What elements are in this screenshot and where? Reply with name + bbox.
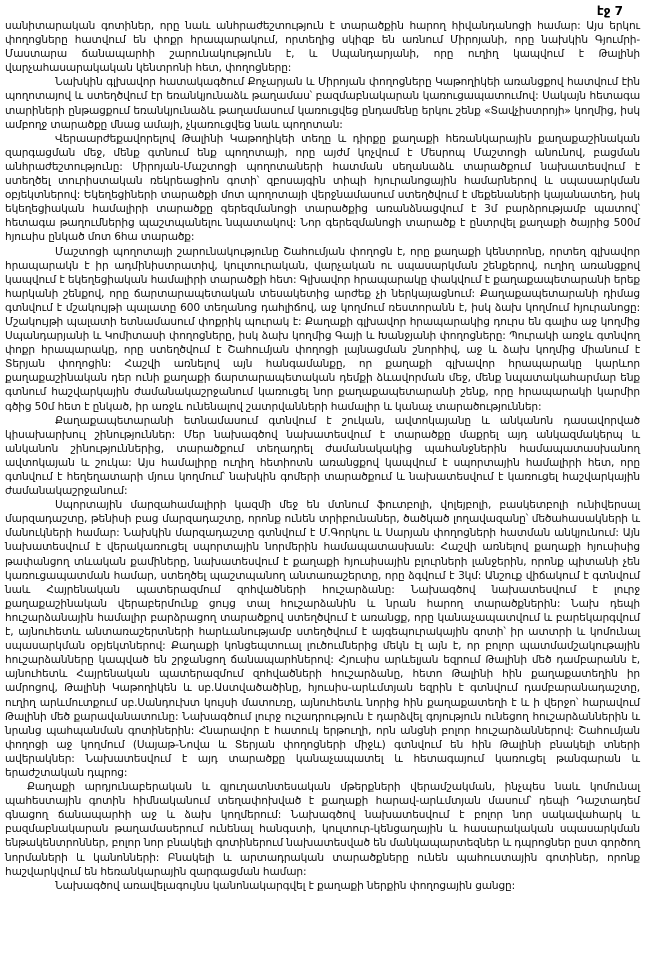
paragraph: Քաղաքապետարանի ետնամասում գտնվում է շուկան, ավտոկայանը և անկանոն դասավորված կիսախարխուլ շինություններ: Մեր նախագծով նախատեսվում է տարածքը մաքրել այդ անկազմակերպ և անկանոն շինություններից, տարածքում տեղադրել ժամանակակից պահանջներին համապատասխանող ավտոկայան և շուկա: Այս համալիրը ուղիղ հետիոտն առանցքով կապվում է սպորտային համալիրի հետ, որը գտնվում է հեղեղատարի մյուս կողմում՝ նախկին գոմերի տարածքում և նախատեսվում է կառուցել հաշվարկային ժամանակաշրջանում: — [5, 414, 640, 498]
paragraph: Նախագծով առավելագույնս կանոնակարգվել է քաղաքի ներքին փողոցային ցանցը: — [55, 879, 516, 892]
paragraph: սանիտարական գոտիներ, որը նաև անհրաժեշտություն է տարածքին հարող հիվանդանոցի համար: Այս երկու փողոցները հատվում են փոքր հրապարակում, որտեղից սկիզբ են առնում Միրոյանի, որը նախկին Գյումրի-Մաստարա ճանապարհի շարունակությունն է, և Սպանդարյանի, որը ուղիղ կապվում է Թալինի վարչահասարակական կենտրոնի հետ, փողոցները: — [5, 20, 640, 75]
paragraph: Մաշտոցի պողոտայի շարունակությունը Շահումյան փողոցն է, որը քաղաքի կենտրոնը, որտեղ գլխավոր հրապարակն է իր ադմինիստրատիվ, կուլտուրական, վարչական ու սպասարկման շենքերով, ուղիղ առանցքով կապվում է եկեղեցիական համալիրի տարածքի հետ: Գլխավոր հրապարակը փակվում է քաղաքապետարանի երեք հարկանի շենքով, որը ճարտարապետական տեսակետից արժեք չի ներկայացնում: Քաղաքապետարանի դիմաց գտնվում է մշակույթի պալատը 600 տեղանոց դահլիճով, աջ կողմում ռեստորանն է, իսկ ձախ կողմում հյուրանոցը: Մշակույթի պալատի ետնամասում փոքրիկ պուրակ է: Քաղաքի գլխավոր հրապարակից դուրս են գալիս աջ կողմից Սպանդարյանի և Կոմիտասի փողոցները, իսկ ձախ կողմից Գայի և Խանջյանի փողոցները: Պուրակի առջև գտնվող փոքր հրապարակը, որը ստեղծվում է Շահումյան փողոցի լայնացման շնորհիվ, աջ և ձախ կողմից միանում է Տերյան փողոցին: Հաշվի առնելով այն հանգամանքը, որ քաղաքի գլխավոր հրապարակը կարևոր քաղաքաշինական դեր ունի քաղաքի ճարտարապետական դեմքի ձևավորման մեջ, մենք նպատակահարմար ենք գտնում հաշվարկային ժամանակաշրջանում կառուցել նոր քաղաքապետարանի շենք, որը հրապարակի կարմիր գծից 50մ հետ է ընկած, իր առջև ունենալով շատրվանների համալիր և կանաչ տարածություններ: — [5, 245, 640, 413]
paragraph: Սպորտային մարզահամալիրի կազմի մեջ են մտնում ֆուտբոլի, վոլեյբոլի, բասկետբոլի ունիվերսալ մարզադաշտը, թենիսի բաց մարզադաշտը, որոնք ունեն տրիբունաներ, ծածկած լողավազանը՝ մեծահասակների և մանուկների համար: Նախկին մարզադաշտը գտնվում է Մ.Գորկու և Սարյան փողոցների հատման անկյունում: Այն նախատեսվում է վերակառուցել սպորտային նորմերին համապատասխան: Հաշվի առնելով քաղաքի հյուսիսից թափանցող տևական քամիները, նախատեսվում է քաղաքի հյուսիսային բլուրների լանջերին, որոնք պիտանի չեն կառուցապատման համար, ստեղծել պաշտպանող անտառաշերտը, որը ձգվում է 3կմ: Անշուք վիճակում է գտնվում նաև Հայրենական պատերազմում զոհվածների հուշարձանը: Նախագծով նախատեսվում է լուրջ քաղաքաշինական վերաբերմունք ցույց տալ հուշարձանին և նրան հարող տարածքներին: Նախ դեպի հուշարձանային համալիր բարձրացող տարածքով ստեղծվում է առանցք, որը կանաչապատվում և բարեկարգվում է, այնուհետև անտառաշերտների հարևանությամբ ստեղծվում է այգեպուրակային գոտի՝ իր ատտրի և կոմունալ սպասարկման օբյեկտներով: Քաղաքի կոնցեպտուալ լուծումներից մեկն էլ այն է, որ բոլոր պատմամշակութային հուշարձանները կապված են շրջանցող ճանապարհներով: Հյուսիս արևելյան եզրում Թալինի մեծ դամբարանն է, այնուհետև Հայրենական պատերազմում զոհվածների հուշարձանը, հետո Թալինի հին քաղաքատեղին իր ամրոցով, Թալինի Կաթողիկեն և սբ.Աստվածածինը, հյուսիս-արևմտյան եզրին է գտնվում դամբարանադաշտը, ուղիղ արևմուտքում սբ.Սանդուխտ կույսի մատուռը, այնուհետև նորից հին քաղաքատեղի է և ի վերջո՝ հարավում Թալինի մեծ քարավանատունը: Նախագծում լուրջ ուշադրություն է դարձվել գոյություն ունեցող հուշարձաններին և նրանց պահպանման գոտիներին: Հնարավոր է հատուկ երթուղի, որն անցնի բոլոր հուշարձաններով: Շահումյան փողոցի աջ կողմում (Սայաթ-Նովա և Տերյան փողոցների միջև) գտնվում են հին Թալինի բնակելի տների ավերակներ: Նախատեսվում է այդ տարածքը կանաչապատել և հետագայում կառուցել թանգարան և երաժշտական դպրոց: — [5, 499, 640, 779]
page-number: էջ 7 — [596, 4, 623, 18]
paragraph: Վերաարժեքավորելով Թալինի Կաթողիկեի տեղը և դիրքը քաղաքի հեռանկարային քաղաքաշինական զարգացման մեջ, մենք գտնում ենք պողոտայի, որը այժմ կոչվում է Մեսրոպ Մաշտոցի անունով, բացման անհրաժեշտությունը: Միրոյան-Մաշտոցի պողոտաների հատման սեղանաձև տարածքում նախատեսվում է ստեղծել տուրիստական ռեկրեացիոն գոտի՝ զբոսայգին տիպի հյուրանոցային համարներով և սպասարկման օբյեկտներով: Եկեղեցիների տարածքի մոտ պողոտայի վերջնամասում ստեղծվում է մեքենաների կայանատեղ, իսկ եկեղեցիական համալիրի տարածքը գերեզմանոցի տարածքից առանձնացվում է 3մ բարձրությամբ պատով՝ հետագա թաղումներից պաշտպանելու նպատակով: Նոր գերեզմանոցի տարածք է ընտրվել քաղաքի ծայրից 500մ հյուսիս ընկած մոտ 6հա տարածք: — [5, 132, 640, 244]
paragraph: Նախկին գլխավոր հատակագծում Քոչարյան և Միրոյան փողոցները Կաթողիկեի առանցքով հատվում էին պողոտայով և ստեղծվում էր եռանկյունաձև թաղամաս՝ բազմաբնակարան կառուցապատումով: Սակայն հետագա տարիների ընթացքում եռանկյունաձև թաղամասում կառուցվեց ընդամենը երկու շենք «Տավչիստրոյի» կողմից, իսկ ամբողջ տարածքը մնաց ամայի, չկառուցվեց նաև պողոտան: — [5, 76, 640, 131]
paragraph: Քաղաքի արդյունաբերական և գյուղատնտեսական մթերքների վերամշակման, ինչպես նաև կոմունալ պահեստային գոտին հիմնականում տեղափոխված է քաղաքի հարավ-արևմտյան մասում՝ դեպի Դաշտադեմ գնացող ճանապարհի աջ և ձախ կողմերում: Նախագծով նախատեսվում է բոլոր նոր սակավահարկ և բազմաբնակարան թաղամասերում ունենալ հանգստի, կուլտուր-կենցաղային և հասարակական սպասարկման ենթակենտրոններ, բոլոր նոր բնակելի գոտիներում նախատեսված են մանկապարտեզներ և դպրոցներ ըստ գործող նորմաների և կանոնների: Բնակելի և արտադրական տարածքները ունեն պահուստային գոտիներ, որոնք հաշվարկվում են հեռանկարային զարգացման համար: — [5, 781, 640, 878]
document-body — [5, 19, 640, 893]
